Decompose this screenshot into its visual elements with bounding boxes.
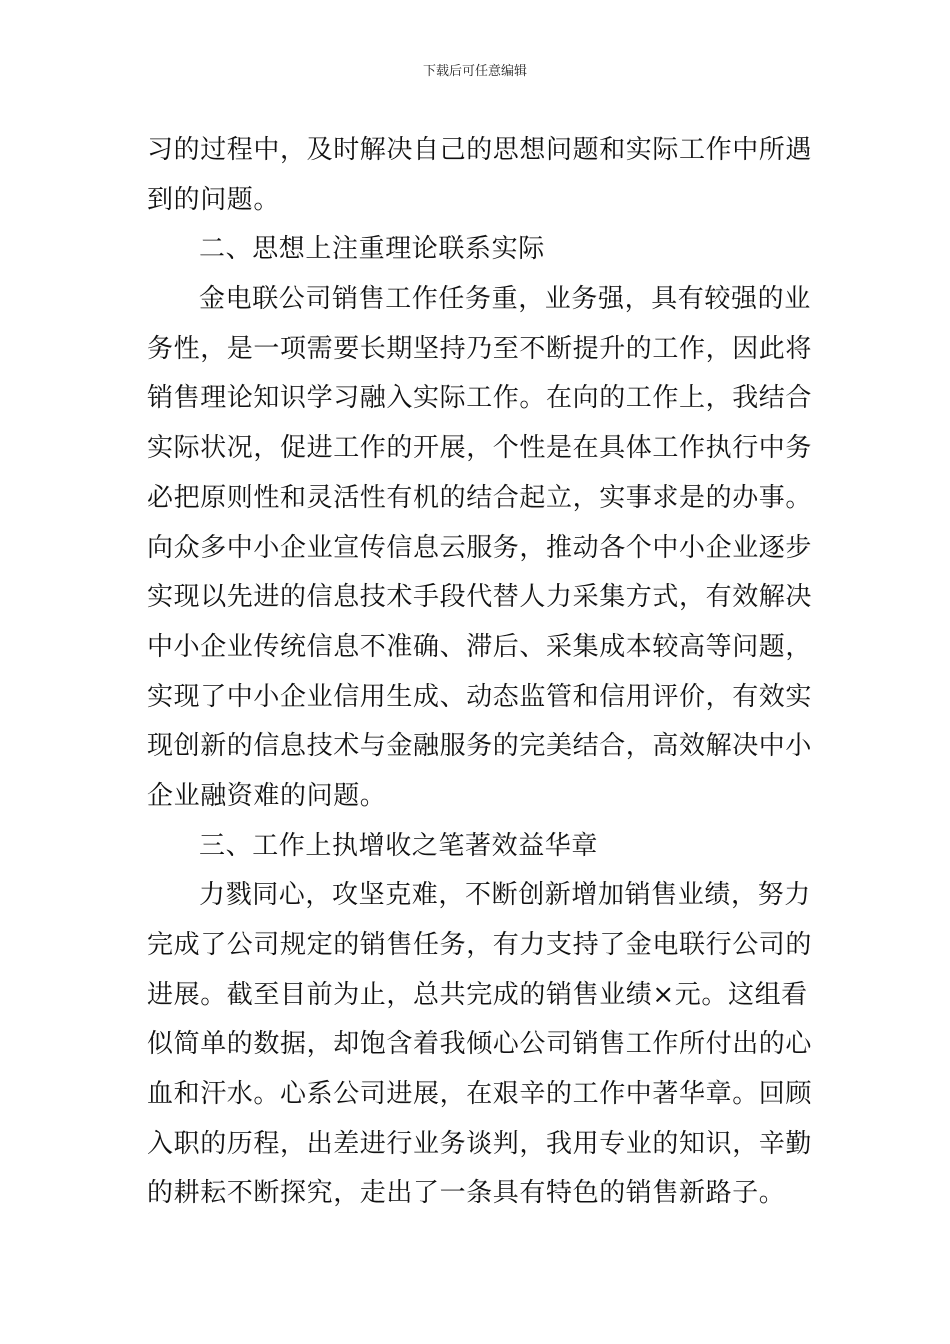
text-line: 企业融资难的问题。 (147, 780, 387, 811)
text-line: 务性，是一项需要长期坚持乃至不断提升的工作，因此将 (147, 333, 813, 364)
text-line: 力戮同心，攻坚克难，不断创新增加销售业绩，努力 (199, 880, 811, 911)
text-line: 到的问题。 (147, 184, 281, 215)
text-line: 入职的历程，出差进行业务谈判，我用专业的知识，辛勤 (147, 1128, 813, 1159)
text-line: 血和汗水。心系公司进展，在艰辛的工作中著华章。回顾 (147, 1079, 813, 1110)
text-line: 实现以先进的信息技术手段代替人力采集方式，有效解决 (147, 582, 813, 613)
text-line: 必把原则性和灵活性有机的结合起立，实事求是的办事。 (147, 482, 813, 513)
section-heading: 二、思想上注重理论联系实际 (199, 234, 545, 265)
text-line: 向众多中小企业宣传信息云服务，推动各个中小企业逐步 (147, 532, 813, 563)
text-line: 中小企业传统信息不准确、滞后、采集成本较高等问题， (147, 631, 813, 662)
text-line: 实现了中小企业信用生成、动态监管和信用评价，有效实 (147, 681, 813, 712)
page-header: 下载后可任意编辑 (422, 64, 527, 79)
text-line: 似简单的数据，却饱含着我倾心公司销售工作所付出的心 (147, 1029, 813, 1060)
document-body (147, 126, 813, 1219)
text-line: 完成了公司规定的销售任务，有力支持了金电联行公司的 (147, 930, 813, 960)
text-line: 进展。截至目前为止，总共完成的销售业绩×元。这组看 (147, 979, 808, 1010)
text-line: 习的过程中，及时解决自己的思想问题和实际工作中所遇 (147, 135, 813, 165)
text-line: 金电联公司销售工作任务重，业务强，具有较强的业 (199, 284, 811, 315)
text-line: 现创新的信息技术与金融服务的完美结合，高效解决中小 (147, 731, 813, 762)
section-heading: 三、工作上执增收之笔著效益华章 (199, 830, 599, 861)
text-line: 的耕耘不断探究，走出了一条具有特色的销售新路子。 (147, 1178, 786, 1209)
text-line: 销售理论知识学习融入实际工作。在向的工作上，我结合 (147, 383, 813, 414)
text-line: 实际状况，促进工作的开展，个性是在具体工作执行中务 (147, 433, 813, 464)
